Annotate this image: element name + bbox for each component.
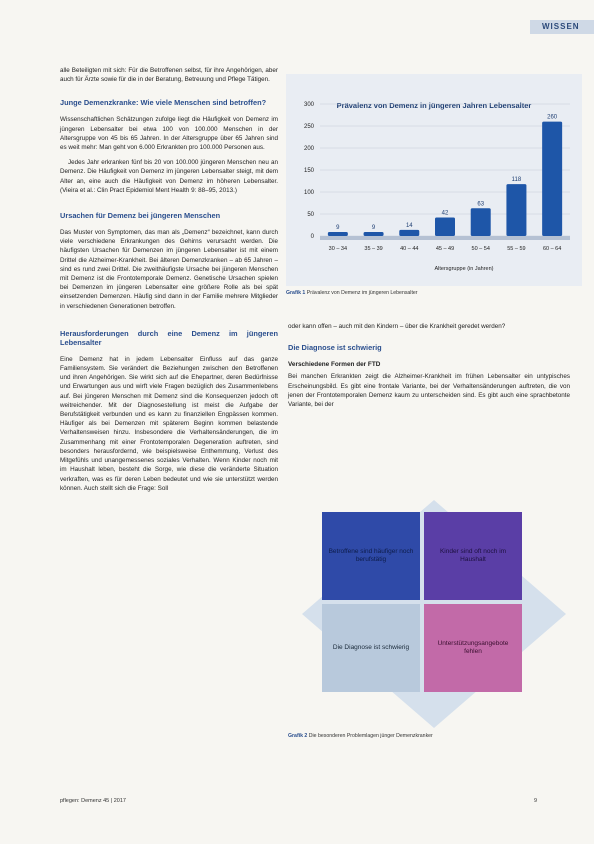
intro-paragraph: alle Beteiligten mit sich: Für die Betroffenen selbst, für ihre Angehörigen, aber auch für Ärzte sowie für die in der Beratung, Betreuung und Pflege Tätigen. bbox=[60, 67, 278, 84]
x-tick-label: 35 – 39 bbox=[364, 246, 383, 252]
bar bbox=[435, 218, 455, 236]
y-tick-label: 0 bbox=[310, 234, 314, 240]
paragraph-incidence: Jedes Jahr erkranken fünf bis 20 von 100.000 jüngeren Menschen neu an Demenz. Die Häufigkeit von Demenz im jüngeren Lebensalter steigt, mit dem Alter an, eine auch die Häufigkeit von Demenz im höheren Lebensalter. (Vieira et al.: Clin Pract Epidemiol Ment Health 9: 88–95, 2013.) bbox=[60, 159, 278, 194]
figure1-text: Prävalenz von Demenz im jüngeren Lebensalter bbox=[306, 290, 418, 296]
figure2-label: Grafik 2 bbox=[288, 733, 308, 739]
quadrant-employment: Betroffene sind häufiger noch berufstätig bbox=[322, 512, 420, 600]
y-tick-label: 100 bbox=[303, 190, 314, 196]
chart-title-line: Prävalenz von Demenz in jüngeren Jahren Lebensalter bbox=[336, 101, 532, 110]
x-tick-label: 60 – 64 bbox=[542, 246, 562, 252]
bar-value-label: 14 bbox=[405, 222, 413, 229]
y-tick-label: 50 bbox=[307, 212, 314, 218]
paragraph-open-talk: oder kann offen – auch mit den Kindern – über die Krankheit geredet werden? bbox=[288, 323, 506, 330]
bar-value-label: 9 bbox=[336, 225, 340, 232]
bar bbox=[471, 208, 491, 236]
y-tick-label: 200 bbox=[303, 146, 314, 152]
heading-affected: Junge Demenzkranke: Wie viele Menschen sind betroffen? bbox=[60, 98, 267, 108]
figure2-text: Die besonderen Problemlagen jünger Demenzkranker bbox=[308, 733, 433, 739]
x-tick-label: 55 – 59 bbox=[507, 246, 526, 252]
y-tick-label: 250 bbox=[303, 124, 314, 130]
bar bbox=[328, 232, 348, 236]
left-column bbox=[60, 66, 278, 499]
bar-value-label: 42 bbox=[441, 210, 449, 217]
bar-value-label: 63 bbox=[477, 201, 485, 208]
problem-matrix bbox=[300, 498, 568, 730]
bar bbox=[542, 122, 562, 236]
paragraph-estimates: Wissenschaftlichen Schätzungen zufolge liegt die Häufigkeit von Demenz im jüngeren Lebensalter bei etwa 100 von 100.000 Menschen in der Altersgruppe von 45 bis 65 Jahren. In der Altersgruppe über 65 Jahren sind es weit mehr: Man geht von 6.000 Erkrankten pro 100.000 Personen aus. bbox=[60, 116, 278, 152]
figure1-caption bbox=[286, 290, 418, 296]
paragraph-causes: Das Muster von Symptomen, das man als „Demenz“ bezeichnet, kann durch viele verschiedene Erkrankungen des Gehirns verursacht werden. Die häufigsten Ursachen für Demenzen im jüngeren Lebensalter ist mit einem Drittel die Alzheimer-Krankheit. Bei älteren Demenzkranken – ab 65 Jahren – sind es rund zwei Drittel. Die zweithäufigste Ursache bei jüngeren Menschen mit Demenz ist die Frontotemporale Demenz. Genetische Ursachen spielen bei Demenzen im jüngeren Lebensalter eine größere Rolle als bei spät einsetzenden Demenzen. Häufig sind dann in der Familie mehrere Mitglieder in verschiedenen Generationen betroffen. bbox=[60, 229, 278, 310]
section-tag: WISSEN bbox=[530, 20, 594, 34]
footer-publication: pflegen: Demenz 45 | 2017 bbox=[60, 798, 126, 804]
x-axis-label: Altersgruppe (in Jahren) bbox=[434, 266, 494, 272]
bar bbox=[364, 232, 384, 236]
quadrant-diagnosis: Die Diagnose ist schwierig bbox=[322, 604, 420, 692]
paragraph-ftd: Bei manchen Erkrankten zeigt die Alzheimer-Krankheit im frühen Lebensalter ein untypisches Erscheinungsbild. Es gibt eine frontale Variante, bei der Verhaltensänderungen auftreten, die von jenen der Frontotemporalen Demenz kaum zu unterscheiden sind. Es gibt auch eine sprachbetonte Variante, bei der bbox=[288, 373, 570, 409]
chart-floor bbox=[320, 236, 570, 240]
chart-svg bbox=[286, 74, 582, 286]
footer-page-number: 9 bbox=[534, 798, 538, 804]
y-tick-label: 300 bbox=[303, 102, 314, 108]
prevalence-chart bbox=[286, 74, 582, 286]
heading-causes: Ursachen für Demenz bei jüngeren Menschen bbox=[60, 211, 221, 221]
right-column bbox=[288, 322, 570, 415]
bar bbox=[399, 230, 419, 236]
quadrant-support: Unterstützungsangebote fehlen bbox=[424, 604, 522, 692]
bar-value-label: 9 bbox=[371, 225, 376, 232]
quadrant-children: Kinder sind oft noch im Haushalt bbox=[424, 512, 522, 600]
subheading-ftd-forms: Verschiedene Formen der FTD bbox=[288, 361, 381, 369]
paragraph-challenges: Eine Demenz hat in jedem Lebensalter Einfluss auf das ganze Familiensystem. Sie verändert die Beziehungen zwischen den Betroffenen und ihren Angehörigen. Sie wirkt sich auf die Ehepartner, deren Bedürfnisse und Erwartungen aus und wirft viele Fragen bezüglich des Zusammenlebens auf. Bei jüngeren Menschen mit Demenz sind die Konsequenzen jedoch oft weitreichender. Mit der Diagnosestellung ist meist die Aufgabe der Berufstätigkeit verbunden und es kann zu finanziellen Engpässen kommen. Häufiger als bei Demenzen mit späterem Beginn kommen belastende Verhaltensweisen hinzu. Insbesondere die Verhaltensänderungen, die im Zusammenhang mit einer Frontotemporalen Degeneration auftreten, sind besonders herausfordernd, wie beispielsweise Enthemmung, Verlust des Mitgefühls und unangemessenes soziales Verhalten. Wenn Kinder noch mit im Haushalt leben, besteht die Sorge, wie diese die veränderte Situation verkraften, was es für deren Leben bedeutet und wie sie unterstützt werden können. Auch stellt sich die Frage: Soll bbox=[60, 355, 278, 492]
y-tick-label: 150 bbox=[303, 168, 314, 174]
x-tick-label: 50 – 54 bbox=[471, 246, 490, 252]
figure1-label: Grafik 1 bbox=[286, 290, 306, 296]
x-tick-label: 45 – 49 bbox=[435, 246, 455, 252]
heading-diagnosis: Die Diagnose ist schwierig bbox=[288, 343, 382, 353]
x-tick-label: 40 – 44 bbox=[400, 246, 419, 252]
figure2-caption bbox=[288, 733, 433, 739]
bar bbox=[506, 184, 526, 236]
x-tick-label: 30 – 34 bbox=[328, 246, 348, 252]
bar-value-label: 260 bbox=[547, 114, 558, 121]
bar-value-label: 118 bbox=[511, 177, 522, 184]
heading-challenges: Herausforderungen durch eine Demenz im jüngeren Lebensalter bbox=[60, 328, 278, 347]
